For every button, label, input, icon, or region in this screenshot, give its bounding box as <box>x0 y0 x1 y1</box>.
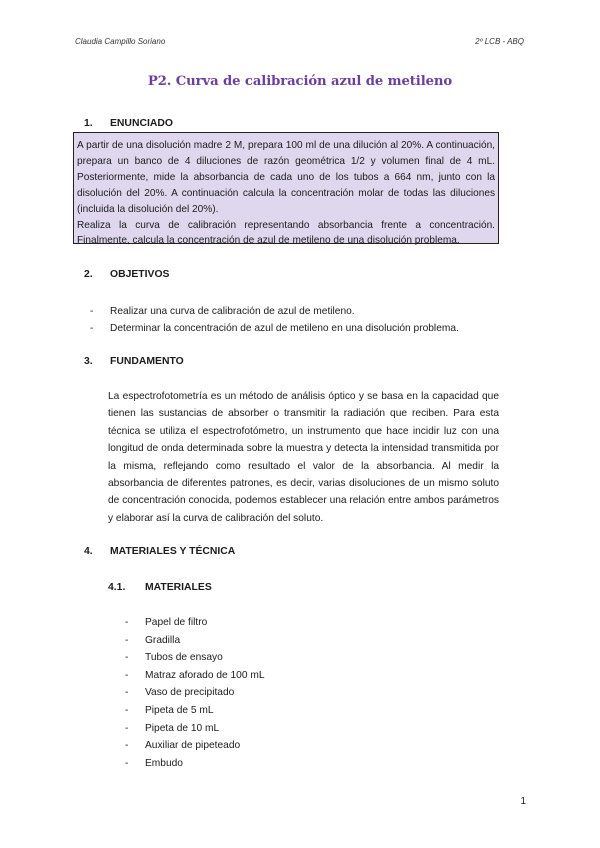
section-title: MATERIALES Y TÉCNICA <box>110 546 236 557</box>
section-heading-fundamento <box>84 356 184 367</box>
list-item-text: Papel de filtro <box>145 617 208 628</box>
list-item-text: Realizar una curva de calibración de azul de metileno. <box>110 306 355 317</box>
list-item-text: Embudo <box>145 757 183 769</box>
list-item <box>125 737 265 755</box>
list-item <box>125 684 265 702</box>
subsection-number: 4.1. <box>108 582 126 593</box>
fundamento-paragraph: La espectrofotometría es un método de análisis óptico y se basa en la capacidad que tienen las sustancias de absorber o transmitir la radiación que reciben. Para esta técnica se utiliza el espectrofotómetro, un instrumento que hace incidir luz con una longitud de onda determinada sobre la muestra y detecta la intensidad transmitida por la misma, reflejando como resultado el valor de la absorbancia. Al medir la absorbancia de diferentes patrones, es decir, varias disoluciones de un mismo soluto de concentración conocida, podemos establecer una relación entre ambos parámetros y elaborar así la curva de calibración del soluto. <box>108 391 499 524</box>
enunciado-paragraph-2: Realiza la curva de calibración representando absorbancia frente a concentración. Finalmente, calcula la concentración de azul de metileno de una disolución problema. <box>77 219 495 247</box>
materiales-list <box>125 614 265 772</box>
list-item <box>125 702 265 720</box>
list-item <box>90 320 459 337</box>
list-dash: - <box>125 634 129 646</box>
list-dash: - <box>125 652 129 664</box>
list-item-text: Matraz aforado de 100 mL <box>145 669 265 681</box>
list-item <box>125 667 265 685</box>
list-item <box>125 632 265 650</box>
list-item <box>125 755 265 773</box>
list-item <box>125 720 265 738</box>
list-item-text: Vaso de precipitado <box>145 687 235 699</box>
list-item-text: Pipeta de 5 mL <box>145 704 214 716</box>
list-dash: - <box>125 740 129 752</box>
list-dash: - <box>90 323 94 334</box>
list-item <box>90 303 459 320</box>
section-heading-materiales-tecnica <box>84 546 235 557</box>
section-number: 1. <box>84 118 93 129</box>
header-author: Claudia Campillo Soriano <box>75 37 166 46</box>
section-number: 4. <box>84 546 93 557</box>
section-title: ENUNCIADO <box>110 118 173 129</box>
list-item-text: Determinar la concentración de azul de metileno en una disolución problema. <box>110 323 459 334</box>
enunciado-box <box>73 132 499 247</box>
list-dash: - <box>125 687 129 699</box>
list-dash: - <box>125 722 129 734</box>
list-item <box>125 614 265 632</box>
section-number: 3. <box>84 356 93 367</box>
section-heading-enunciado <box>84 118 173 129</box>
section-title: FUNDAMENTO <box>110 356 184 367</box>
list-dash: - <box>125 669 129 681</box>
section-heading-objetivos <box>84 269 169 280</box>
section-number: 2. <box>84 269 93 280</box>
subsection-title: MATERIALES <box>145 582 212 593</box>
list-dash: - <box>125 704 129 716</box>
page-number: 1 <box>520 796 526 807</box>
list-item <box>125 649 265 667</box>
enunciado-paragraph-1: A partir de una disolución madre 2 M, prepara 100 ml de una dilución al 20%. A continuación, prepara un banco de 4 diluciones de razón geométrica 1/2 y volumen final de 4 mL. Posteriormente, mide la absorbancia de cada uno de los tubos a 664 nm, junto con la disolución del 20%. A continuación calcula la concentración molar de todas las diluciones (incluida la disolución del 20%). <box>77 140 495 215</box>
header-course: 2º LCB - ABQ <box>475 37 524 46</box>
list-item-text: Pipeta de 10 mL <box>145 722 220 734</box>
list-item-text: Tubos de ensayo <box>145 652 223 664</box>
subsection-heading-materiales <box>108 582 212 593</box>
list-item-text: Auxiliar de pipeteado <box>145 740 241 752</box>
page-title: P2. Curva de calibración azul de metileno <box>147 74 453 89</box>
list-item-text: Gradilla <box>145 634 181 646</box>
list-dash: - <box>125 757 129 769</box>
list-dash: - <box>125 617 129 628</box>
list-dash: - <box>90 306 94 317</box>
objetivos-list <box>90 303 459 337</box>
section-title: OBJETIVOS <box>110 269 170 280</box>
